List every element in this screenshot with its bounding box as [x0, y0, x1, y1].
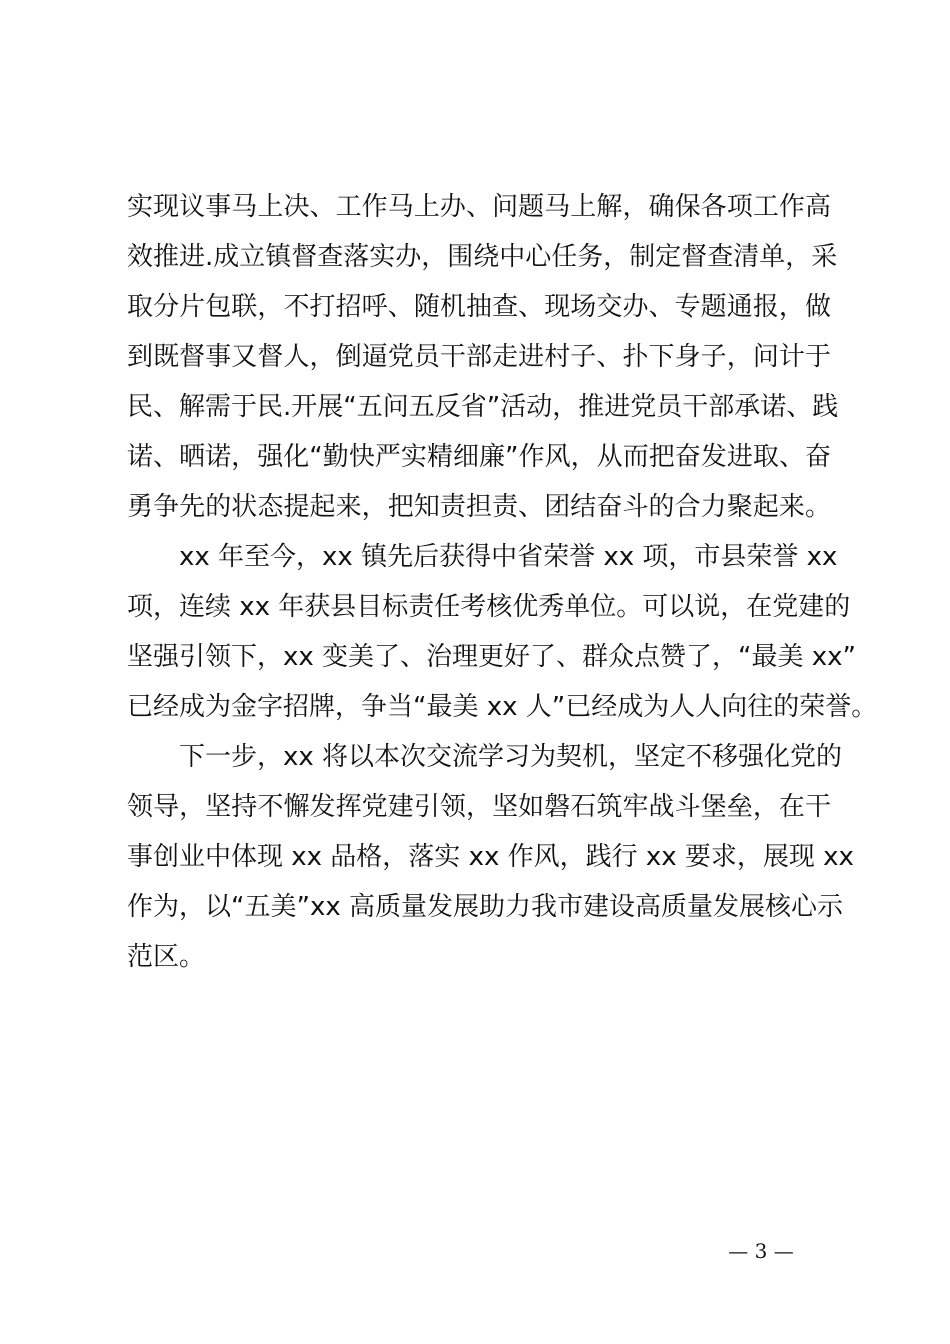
text-line: 勇争先的状态提起来，把知责担责、团结奋斗的合力聚起来。	[127, 492, 831, 522]
page-number: — 3 —	[728, 1239, 794, 1263]
text-line: 诺、晒诺，强化“勤快严实精细廉”作风，从而把奋发进取、奋	[127, 442, 831, 472]
text-line: 民、解需于民.开展“五问五反省”活动，推进党员干部承诺、践	[127, 392, 839, 422]
text-line: 到既督事又督人，倒逼党员干部走进村子、扑下身子，问计于	[127, 342, 831, 372]
text-line: 下一步，xx 将以本次交流学习为契机，坚定不移强化党的	[127, 742, 843, 772]
text-line: 范区。	[127, 942, 206, 972]
text-line: 项，连续 xx 年获县目标责任考核优秀单位。可以说，在党建的	[127, 592, 851, 622]
paragraph-2	[127, 532, 878, 732]
body-text	[127, 182, 878, 982]
text-line: 领导，坚持不懈发挥党建引领，坚如磐石筑牢战斗堡垒，在干	[127, 792, 831, 822]
text-line: 作为，以“五美”xx 高质量发展助力我市建设高质量发展核心示	[127, 892, 843, 922]
text-line: 坚强引领下，xx 变美了、治理更好了、群众点赞了，“最美 xx”	[127, 642, 857, 672]
text-line: 效推进.成立镇督查落实办，围绕中心任务，制定督查清单，采	[127, 242, 838, 272]
text-line: 已经成为金字招牌，争当“最美 xx 人”已经成为人人向往的荣誉。	[127, 692, 878, 722]
paragraph-3	[127, 732, 854, 982]
text-line: 取分片包联，不打招呼、随机抽查、现场交办、专题通报，做	[127, 292, 831, 322]
paragraph-1	[127, 182, 839, 532]
text-line: 实现议事马上决、工作马上办、问题马上解，确保各项工作高	[127, 192, 831, 222]
text-line: 事创业中体现 xx 品格，落实 xx 作风，践行 xx 要求，展现 xx	[127, 842, 854, 872]
text-line: xx 年至今，xx 镇先后获得中省荣誉 xx 项，市县荣誉 xx	[127, 542, 838, 572]
